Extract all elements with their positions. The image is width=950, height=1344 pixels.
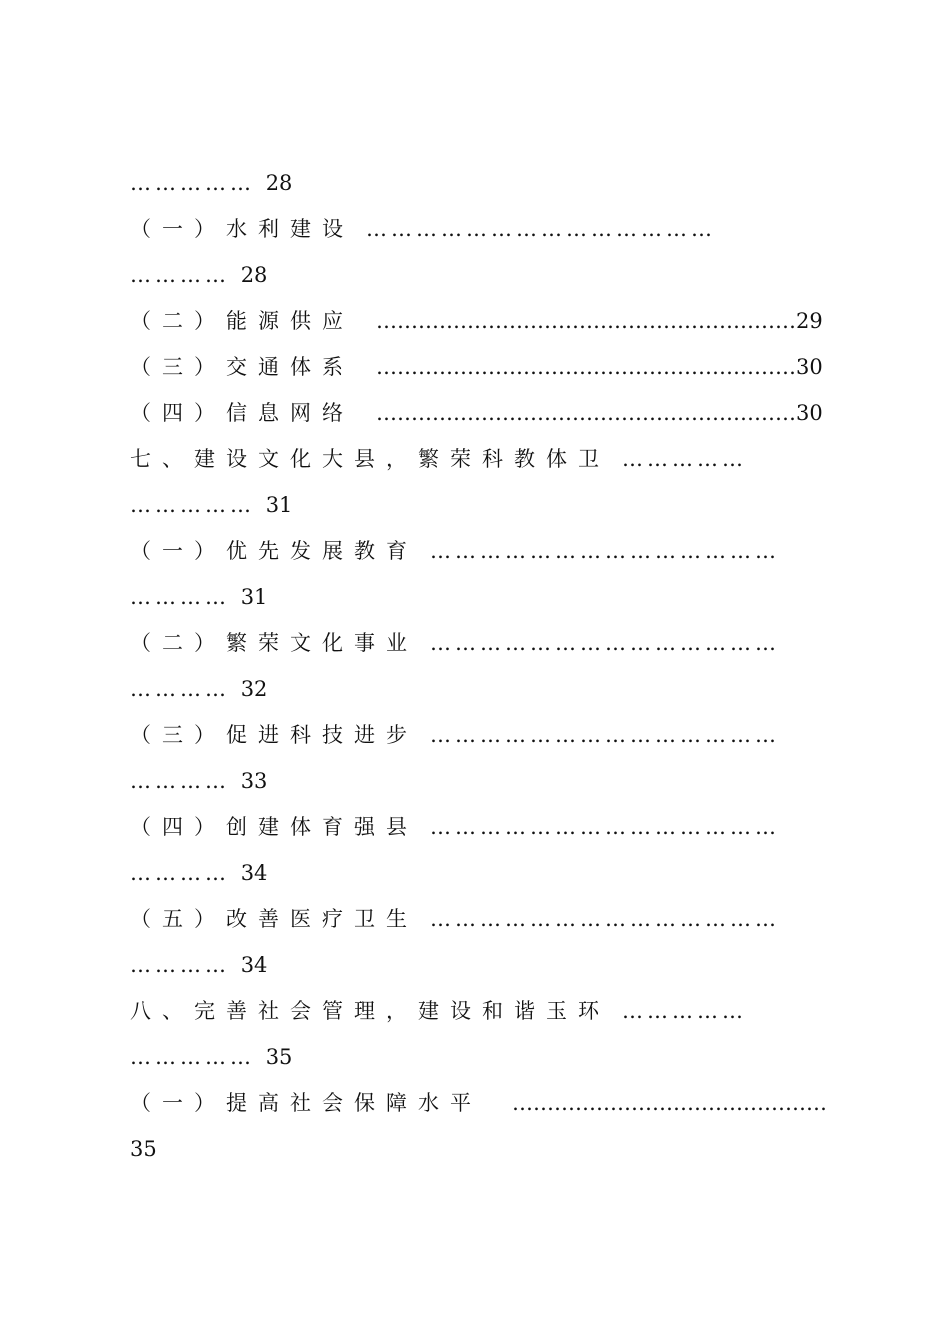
entry-title: （二）能源供应 [130,309,354,333]
leader-dots: ………… [130,677,241,701]
page-number: 28 [240,263,268,287]
page-number: 31 [265,493,293,517]
toc-continuation-line [130,1134,157,1164]
toc-entry-information-network[interactable] [130,398,823,428]
toc-continuation-line [130,490,292,520]
toc-entry-water-conservancy[interactable] [130,214,716,244]
page-number: 34 [240,953,268,977]
page-number: 30 [796,355,823,379]
leader-dots: ………… [130,953,241,977]
toc-entry-social-security[interactable] [130,1088,827,1118]
leader-dots: …………………………………… [430,539,780,563]
toc-entry-section-seven[interactable] [130,444,747,474]
leader-dots: …………………………………………………… [376,401,796,425]
leader-dots: …………… [130,493,266,517]
page-number: 34 [240,861,268,885]
toc-entry-healthcare[interactable] [130,904,780,934]
toc-continuation-line [130,766,267,796]
leader-dots: ………… [130,585,241,609]
toc-entry-transport-system[interactable] [130,352,823,382]
page-number: 29 [796,309,823,333]
toc-continuation-line [130,950,267,980]
entry-title: （二）繁荣文化事业 [130,631,418,655]
entry-title: （四）信息网络 [130,401,354,425]
page-number: 28 [265,171,293,195]
leader-dots: …………………………………… [430,631,780,655]
entry-title: （三）促进科技进步 [130,723,418,747]
entry-title: 八、完善社会管理，建设和谐玉环 [130,999,610,1023]
leader-dots: …………………………………………………… [376,309,796,333]
entry-title: （一）提高社会保障水平 [130,1091,482,1115]
entry-title: （一）水利建设 [130,217,354,241]
toc-continuation-line [130,582,267,612]
page-number: 35 [130,1137,157,1161]
leader-dots: …………………………………… [430,907,780,931]
page-number: 33 [240,769,268,793]
toc-entry-section-eight[interactable] [130,996,747,1026]
leader-dots: ………… [130,861,241,885]
page-number: 32 [240,677,268,701]
toc-continuation-line [130,858,267,888]
toc-entry-education[interactable] [130,536,780,566]
entry-title: 七、建设文化大县，繁荣科教体卫 [130,447,610,471]
entry-title: （四）创建体育强县 [130,815,418,839]
toc-continuation-line [130,168,292,198]
toc-entry-science-tech[interactable] [130,720,780,750]
toc-continuation-line [130,1042,292,1072]
toc-entry-energy-supply[interactable] [130,306,823,336]
toc-entry-culture[interactable] [130,628,780,658]
toc-entry-sports[interactable] [130,812,780,842]
leader-dots: ……………………………………… [512,1091,827,1115]
leader-dots: …………… [622,999,747,1023]
leader-dots: …………………………………… [366,217,716,241]
leader-dots: …………………………………………………… [376,355,796,379]
entry-title: （五）改善医疗卫生 [130,907,418,931]
leader-dots: …………………………………… [430,815,780,839]
leader-dots: …………… [622,447,747,471]
toc-continuation-line [130,674,267,704]
toc-continuation-line [130,260,267,290]
page-number: 30 [796,401,823,425]
entry-title: （一）优先发展教育 [130,539,418,563]
leader-dots: ………… [130,263,241,287]
page-number: 31 [240,585,268,609]
leader-dots: …………………………………… [430,723,780,747]
entry-title: （三）交通体系 [130,355,354,379]
leader-dots: …………… [130,1045,266,1069]
page-number: 35 [265,1045,293,1069]
leader-dots: …………… [130,171,266,195]
leader-dots: ………… [130,769,241,793]
